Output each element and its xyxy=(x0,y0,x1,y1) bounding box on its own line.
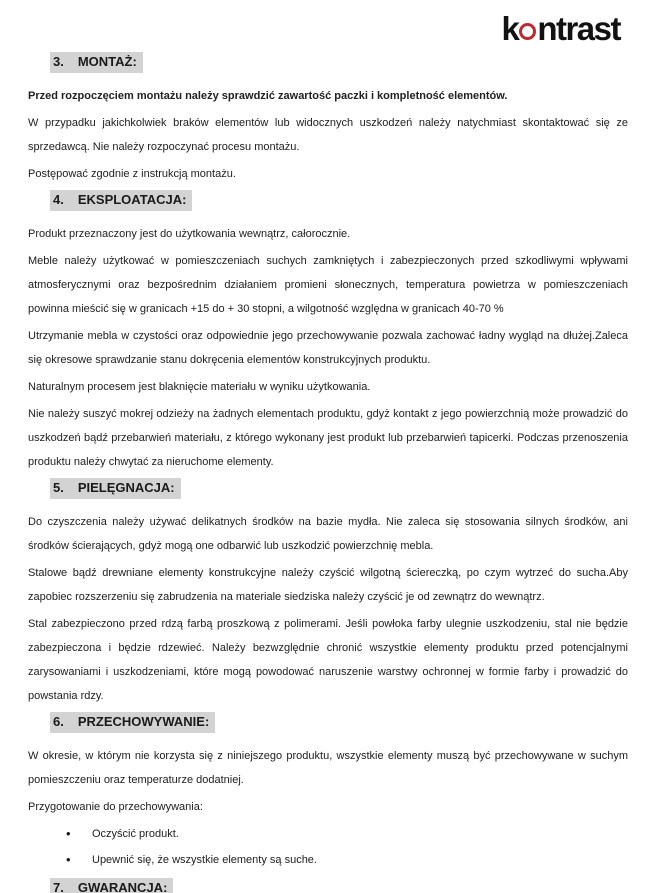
paragraph: W przypadku jakichkolwiek braków elementów lub widocznych uszkodzeń należy natychmiast skontaktować się ze sprzedawcą. Nie należy rozpoczynać procesu montażu. xyxy=(28,117,628,153)
paragraph: Przygotowanie do przechowywania: xyxy=(28,801,203,813)
section-montaz xyxy=(28,52,628,186)
heading-number: 6. xyxy=(53,714,64,729)
paragraph: Naturalnym procesem jest blaknięcie materiału w wyniku użytkowania. xyxy=(28,381,371,393)
section-heading-gwarancja xyxy=(50,878,628,893)
paragraph: Postępować zgodnie z instrukcją montażu. xyxy=(28,168,236,180)
heading-highlight xyxy=(50,712,215,733)
paragraph: W okresie, w którym nie korzysta się z niniejszego produktu, wszystkie elementy muszą być przechowywane w suchym pomieszczeniu oraz temperaturze dodatniej. xyxy=(28,750,628,786)
heading-highlight xyxy=(50,878,173,893)
section-gwarancja xyxy=(28,878,628,893)
logo-text-pre: k xyxy=(501,10,519,47)
heading-number: 4. xyxy=(53,192,64,207)
heading-title: GWARANCJA: xyxy=(77,880,168,893)
heading-highlight xyxy=(50,478,181,499)
section-heading-przechowywanie xyxy=(50,712,628,733)
document-header xyxy=(28,12,628,48)
paragraph: Stal zabezpieczono przed rdzą farbą proszkową z polimerami. Jeśli powłoka farby ulegnie uszkodzeniu, stal nie będzie zabezpieczona i będzie rdzewieć. Należy bezwzględnie chronić wszystkie elementy produktu przed potencjalnymi zarysowaniami i uszkodzeniami, które mogą powodować naruszenie warstwy ochronnej w formie farby i prowadzić do powstania rdzy. xyxy=(28,618,628,702)
list-item: • Oczyścić produkt. xyxy=(92,822,628,846)
heading-highlight xyxy=(50,52,143,73)
heading-highlight xyxy=(50,190,192,211)
logo-text-post: ntrast xyxy=(537,10,620,47)
heading-title: PRZECHOWYWANIE: xyxy=(77,714,210,729)
logo-o-ring-icon xyxy=(519,23,536,40)
section-heading-montaz xyxy=(50,52,628,73)
paragraph: Stalowe bądź drewniane elementy konstrukcyjne należy czyścić wilgotną ściereczką, po czym wytrzeć do sucha.Aby zapobiec rozszerzeniu się zabrudzenia na materiale siedziska należy czyścić je od zewnątrz do wewnątrz. xyxy=(28,567,628,603)
paragraph: Nie należy suszyć mokrej odzieży na żadnych elementach produktu, gdyż kontakt z jego powierzchnią może prowadzić do uszkodzeń bądź przebarwień materiału, z którego wykonany jest produkt lub przebarwień tapicerki. Podczas przenoszenia produktu należy chwytać za nieruchome elementy. xyxy=(28,408,628,468)
heading-title: EKSPLOATACJA: xyxy=(77,192,187,207)
section-heading-eksploatacja xyxy=(50,190,628,211)
list-item: • Upewnić się, że wszystkie elementy są suche. xyxy=(92,848,628,872)
paragraph: Przed rozpoczęciem montażu należy sprawdzić zawartość paczki i kompletność elementów. xyxy=(28,90,508,102)
section-przechowywanie xyxy=(28,712,628,872)
paragraph: Utrzymanie mebla w czystości oraz odpowiednie jego przechowywanie pozwala zachować ładny wygląd na dłużej.Zaleca się okresowe sprawdzanie stanu dokręcenia elementów konstrukcyjnych produktu. xyxy=(28,330,628,366)
heading-title: PIELĘGNACJA: xyxy=(77,480,175,495)
section-heading-pielegnacja xyxy=(50,478,628,499)
heading-number: 3. xyxy=(53,54,64,69)
paragraph: Do czyszczenia należy używać delikatnych środków na bazie mydła. Nie zaleca się stosowania silnych środków, ani środków ścierających, gdyż mogą one odbarwić lub uszkodzić powierzchnię mebla. xyxy=(28,516,628,552)
section-pielegnacja xyxy=(28,478,628,708)
section-eksploatacja xyxy=(28,190,628,474)
heading-number: 5. xyxy=(53,480,64,495)
paragraph: Produkt przeznaczony jest do użytkowania wewnątrz, całorocznie. xyxy=(28,228,351,240)
paragraph: Meble należy użytkować w pomieszczeniach suchych zamkniętych i zabezpieczonych przed szkodliwymi wpływami atmosferycznymi oraz bezpośrednim działaniem promieni słonecznych, temperatura powietrza w pomieszczeniach powinna mieścić się w granicach +15 do + 30 stopni, a wilgotność względna w granicach 40-70 % xyxy=(28,255,628,315)
kontrast-logo xyxy=(501,12,620,46)
heading-number: 7. xyxy=(53,880,64,893)
storage-checklist xyxy=(28,822,628,872)
heading-title: MONTAŻ: xyxy=(77,54,137,69)
